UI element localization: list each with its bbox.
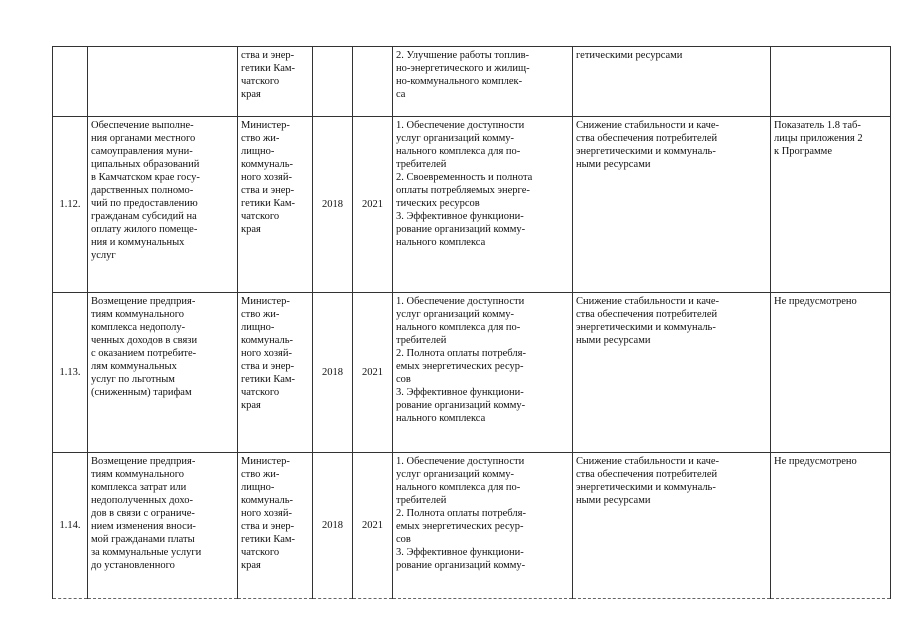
activity-cell — [88, 47, 238, 117]
table-row — [53, 453, 891, 599]
indicator-link-cell: Не предусмотрено — [771, 453, 891, 599]
start-year-cell: 2018 — [313, 453, 353, 599]
executor-cell: Министер- ство жи- лищно- коммуналь- ного хозяй- ства и энер- гетики Кам- чатского края — [238, 293, 313, 453]
results-cell: 1. Обеспечение доступности услуг организаций комму- нального комплекса для по- требителей 2. Полнота оплаты потребля- емых энергетических ресур- сов 3. Эффективное функциони- рование организаций комму- — [393, 453, 573, 599]
table-row — [53, 293, 891, 453]
results-cell: 1. Обеспечение доступности услуг организаций комму- нального комплекса для по- требителей 2. Полнота оплаты потребля- емых энергетических ресур- сов 3. Эффективное функциони- рование организаций комму- нального комплекса — [393, 293, 573, 453]
results-cell: 2. Улучшение работы топлив- но-энергетического и жилищ- но-коммунального комплек- са — [393, 47, 573, 117]
indicator-link-cell: Не предусмотрено — [771, 293, 891, 453]
executor-cell: Министер- ство жи- лищно- коммуналь- ного хозяй- ства и энер- гетики Кам- чатского края — [238, 117, 313, 293]
end-year-cell — [353, 47, 393, 117]
executor-cell: Министер- ство жи- лищно- коммуналь- ного хозяй- ства и энер- гетики Кам- чатского края — [238, 453, 313, 599]
table-row — [53, 117, 891, 293]
activity-cell: Возмещение предприя- тиям коммунального комплекса затрат или недополученных дохо- дов в связи с ограниче- нием изменения вноси- мой гражданами платы за коммунальные услуги до установленного — [88, 453, 238, 599]
indicator-link-cell — [771, 47, 891, 117]
consequences-cell: гетическими ресурсами — [573, 47, 771, 117]
row-number-cell — [53, 47, 88, 117]
row-number-cell: 1.12. — [53, 117, 88, 293]
row-number-cell: 1.14. — [53, 453, 88, 599]
consequences-cell: Снижение стабильности и каче- ства обеспечения потребителей энергетическими и коммуналь- ными ресурсами — [573, 117, 771, 293]
activity-cell: Возмещение предприя- тиям коммунального комплекса недополу- ченных доходов в связи с оказанием потребите- лям коммунальных услуг по льготным (сниженным) тарифам — [88, 293, 238, 453]
start-year-cell: 2018 — [313, 293, 353, 453]
consequences-cell: Снижение стабильности и каче- ства обеспечения потребителей энергетическими и коммуналь- ными ресурсами — [573, 453, 771, 599]
end-year-cell: 2021 — [353, 453, 393, 599]
end-year-cell: 2021 — [353, 117, 393, 293]
results-cell: 1. Обеспечение доступности услуг организаций комму- нального комплекса для по- требителей 2. Своевременность и полнота оплаты потребляемых энерге- тических ресурсов 3. Эффективное функциони- рование организаций комму- нального комплекса — [393, 117, 573, 293]
executor-cell: ства и энер- гетики Кам- чатского края — [238, 47, 313, 117]
indicator-link-cell: Показатель 1.8 таб- лицы приложения 2 к Программе — [771, 117, 891, 293]
start-year-cell: 2018 — [313, 117, 353, 293]
table-row — [53, 47, 891, 117]
activity-cell: Обеспечение выполне- ния органами местного самоуправления муни- ципальных образований в Камчатском крае госу- дарственных полномо- чий по предоставлению гражданам субсидий на оплату жилого помеще- ния и коммунальных услуг — [88, 117, 238, 293]
start-year-cell — [313, 47, 353, 117]
row-number-cell: 1.13. — [53, 293, 88, 453]
program-activities-table — [52, 46, 891, 599]
end-year-cell: 2021 — [353, 293, 393, 453]
consequences-cell: Снижение стабильности и каче- ства обеспечения потребителей энергетическими и коммуналь- ными ресурсами — [573, 293, 771, 453]
